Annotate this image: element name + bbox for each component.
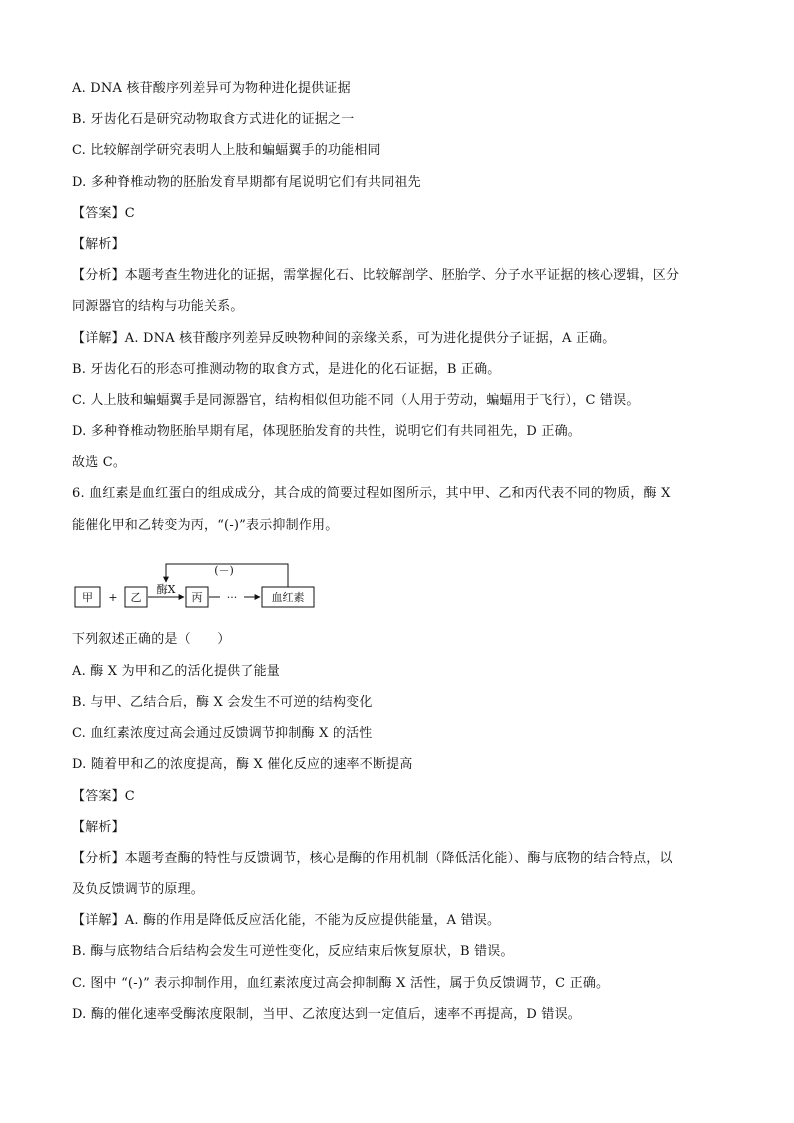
q6-option-a: A. 酶 X 为甲和乙的活化提供了能量 xyxy=(72,664,280,679)
bing-label: 丙 xyxy=(191,591,203,604)
inhibition-label: (－) xyxy=(214,564,234,577)
q6-detail-c: C. 图中 “(-)” 表示抑制作用，血红素浓度过高会抑制酶 X 活性，属于负反馈调节，C 正确。 xyxy=(72,976,610,991)
dots-label: ··· xyxy=(226,591,238,604)
q5-fenxi-line-2: 同源器官的结构与功能关系。 xyxy=(72,299,244,314)
q6-question: 下列叙述正确的是（ ） xyxy=(72,632,231,647)
heme-synthesis-diagram xyxy=(74,560,334,610)
q6-analysis-header: 【解析】 xyxy=(72,820,125,835)
q5-detail-d: D. 多种脊椎动物胚胎早期有尾，体现胚胎发育的共性，说明它们有共同祖先，D 正确。 xyxy=(72,424,581,439)
plus-sign: + xyxy=(108,591,118,604)
q6-fenxi-line-2: 及负反馈调节的原理。 xyxy=(72,882,205,897)
q6-detail-a: 【详解】A. 酶的作用是降低反应活化能，不能为反应提供能量，A 错误。 xyxy=(72,913,501,928)
heme-synthesis-svg xyxy=(74,560,334,610)
jia-label: 甲 xyxy=(82,591,93,604)
q5-detail-c: C. 人上肢和蝙蝠翼手是同源器官，结构相似但功能不同（人用于劳动，蝙蝠用于飞行），C 错误。 xyxy=(72,393,640,408)
q6-stem-line-1: 6. 血红素是血红蛋白的组成成分，其合成的简要过程如图所示，其中甲、乙和丙代表不同的物质，酶 X xyxy=(72,486,671,501)
q6-stem-line-2: 能催化甲和乙转变为丙，“(-)”表示抑制作用。 xyxy=(72,518,339,533)
q5-detail-a: 【详解】A. DNA 核苷酸序列差异反映物种间的亲缘关系，可为进化提供分子证据，A 正确。 xyxy=(72,331,616,346)
q6-answer: 【答案】C xyxy=(72,789,135,804)
q5-conclusion: 故选 C。 xyxy=(72,455,127,470)
q5-detail-b: B. 牙齿化石的形态可推测动物的取食方式，是进化的化石证据，B 正确。 xyxy=(72,362,501,377)
yi-label: 乙 xyxy=(130,591,142,604)
q5-analysis-header: 【解析】 xyxy=(72,237,125,252)
q6-detail-d: D. 酶的催化速率受酶浓度限制，当甲、乙浓度达到一定值后，速率不再提高，D 错误。 xyxy=(72,1007,581,1022)
q5-option-b: B. 牙齿化石是研究动物取食方式进化的证据之一 xyxy=(72,112,355,127)
q6-option-d: D. 随着甲和乙的浓度提高，酶 X 催化反应的速率不断提高 xyxy=(72,757,413,772)
enzyme-label: 酶X xyxy=(156,583,176,596)
q5-fenxi-line-1: 【分析】本题考查生物进化的证据，需掌握化石、比较解剖学、胚胎学、分子水平证据的核心逻辑，区分 xyxy=(72,268,680,283)
q5-option-d: D. 多种脊椎动物的胚胎发育早期都有尾说明它们有共同祖先 xyxy=(72,175,421,190)
heme-label: 血红素 xyxy=(271,591,305,604)
q6-option-c: C. 血红素浓度过高会通过反馈调节抑制酶 X 的活性 xyxy=(72,726,373,741)
q5-option-a: A. DNA 核苷酸序列差异可为物种进化提供证据 xyxy=(72,81,351,96)
q6-option-b: B. 与甲、乙结合后，酶 X 会发生不可逆的结构变化 xyxy=(72,695,373,710)
q6-detail-b: B. 酶与底物结合后结构会发生可逆性变化，反应结束后恢复原状，B 错误。 xyxy=(72,944,514,959)
q5-option-c: C. 比较解剖学研究表明人上肢和蝙蝠翼手的功能相同 xyxy=(72,143,381,158)
q5-answer: 【答案】C xyxy=(72,206,135,221)
q6-fenxi-line-1: 【分析】本题考查酶的特性与反馈调节，核心是酶的作用机制（降低活化能）、酶与底物的结合特点，以 xyxy=(72,851,673,866)
